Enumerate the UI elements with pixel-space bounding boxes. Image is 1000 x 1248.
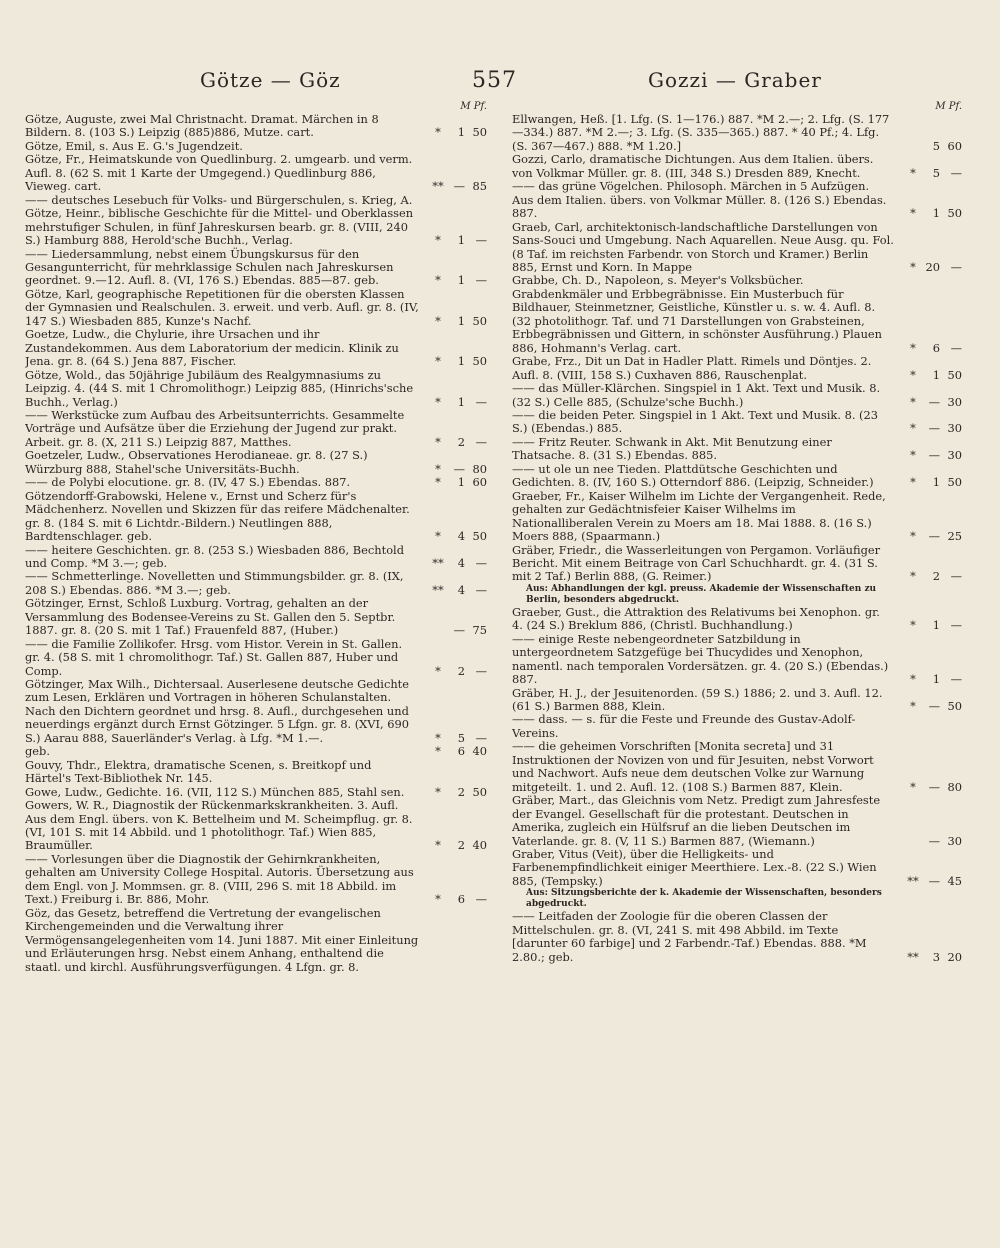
price-pfennig-amount: 50 bbox=[947, 367, 962, 382]
entry-price bbox=[421, 234, 487, 247]
bibliography-entry bbox=[25, 907, 487, 974]
price-mark: * bbox=[435, 233, 441, 248]
price-pfennig-amount: — bbox=[475, 434, 487, 449]
price-mark: * bbox=[435, 730, 441, 745]
entry-price bbox=[896, 449, 962, 462]
entry-text: Göz, das Gesetz, betreffend die Vertretung der evangelischen Kirchengemeinden und die Verwaltung ihrer Vermögensangelegenheiten vom 14. Juni 1887. Mit einer Einleitung und Erläuterungen hrsg. Nebst einem Anhang, enthaltend die staatl. und kirchl. Ausführungsverfügungen. 4 Lfgn. gr. 8. bbox=[25, 905, 419, 974]
bibliography-entry bbox=[25, 570, 487, 597]
entry-price bbox=[421, 665, 487, 678]
entry-text: Götze, Fr., Heimatskunde von Quedlinburg. 2. umgearb. und verm. Aufl. 8. (62 S. mit 1 Karte der Umgegend.) Quedlinburg 886, Vieweg. cart. bbox=[25, 152, 413, 194]
bibliography-entry bbox=[25, 759, 487, 786]
price-mark-amount: — bbox=[453, 461, 465, 476]
entry-price bbox=[421, 436, 487, 449]
price-mark: ** bbox=[432, 555, 444, 570]
price-mark-amount: — bbox=[453, 179, 465, 194]
bibliography-entry bbox=[512, 288, 962, 355]
price-pfennig-amount: 30 bbox=[947, 394, 962, 409]
entry-price bbox=[896, 369, 962, 382]
price-pfennig-amount: 50 bbox=[472, 529, 487, 544]
bibliography-entry bbox=[512, 153, 962, 180]
bibliography-entry bbox=[512, 382, 962, 409]
entry-price bbox=[421, 126, 487, 139]
price-pfennig-amount: — bbox=[475, 394, 487, 409]
entry-price bbox=[421, 355, 487, 368]
bibliography-entry bbox=[512, 221, 962, 275]
bibliography-entry bbox=[25, 544, 487, 571]
entry-text: Gowe, Ludw., Gedichte. 16. (VII, 112 S.) München 885, Stahl sen. bbox=[25, 784, 405, 799]
entry-price bbox=[421, 732, 487, 745]
price-pfennig-amount: — bbox=[950, 165, 962, 180]
entry-text: —— heitere Geschichten. gr. 8. (253 S.) Wiesbaden 886, Bechtold und Comp. *M 3.—; geb. bbox=[25, 542, 404, 570]
price-pfennig-amount: — bbox=[475, 555, 487, 570]
entry-price bbox=[896, 700, 962, 713]
price-mark-amount: 4 bbox=[457, 529, 465, 544]
price-mark: * bbox=[435, 273, 441, 288]
bibliography-entry bbox=[512, 713, 962, 740]
right-column bbox=[512, 100, 962, 1238]
price-mark-amount: 3 bbox=[932, 949, 940, 964]
price-mark-amount: 1 bbox=[457, 313, 465, 328]
price-mark: * bbox=[435, 663, 441, 678]
price-mark: * bbox=[435, 313, 441, 328]
entry-text: —— Schmetterlinge. Novelletten und Stimmungsbilder. gr. 8. (IX, 208 S.) Ebendas. 886. *M 3.—; geb. bbox=[25, 569, 404, 597]
price-mark-amount: 1 bbox=[932, 618, 940, 633]
entry-price bbox=[421, 893, 487, 906]
entry-price bbox=[421, 624, 487, 637]
price-pfennig-amount: 75 bbox=[472, 623, 487, 638]
price-mark: * bbox=[910, 421, 916, 436]
price-mark-amount: 2 bbox=[457, 784, 465, 799]
price-mark-amount: 2 bbox=[932, 569, 940, 584]
bibliography-entry bbox=[512, 409, 962, 436]
price-pfennig-amount: 25 bbox=[947, 529, 962, 544]
price-pfennig-amount: 80 bbox=[947, 779, 962, 794]
bibliography-entry bbox=[512, 910, 962, 964]
entry-price bbox=[896, 476, 962, 489]
entry-price bbox=[896, 422, 962, 435]
price-mark: * bbox=[910, 259, 916, 274]
price-mark: ** bbox=[907, 873, 919, 888]
entry-price bbox=[421, 584, 487, 597]
price-pfennig-amount: 40 bbox=[472, 838, 487, 853]
entry-price bbox=[421, 396, 487, 409]
price-mark-amount: — bbox=[928, 421, 940, 436]
entry-price bbox=[896, 342, 962, 355]
entry-price bbox=[421, 557, 487, 570]
entry-price bbox=[896, 261, 962, 274]
bibliography-entry bbox=[512, 633, 962, 687]
entry-price bbox=[421, 463, 487, 476]
price-pfennig-amount: — bbox=[475, 892, 487, 907]
entry-price bbox=[896, 951, 962, 964]
price-mark-amount: 1 bbox=[457, 354, 465, 369]
price-unit-label: M Pf. bbox=[460, 101, 487, 112]
entry-text: Graeb, Carl, architektonisch-landschaftliche Darstellungen von Sans-Souci und Umgebung. Nach Aquarellen. Neue Ausg. qu. Fol. (8 Taf. im reichsten Farbendr. von Storch und Kramer.) Berlin 885, Ernst und Korn. In Mappe bbox=[512, 219, 894, 274]
price-pfennig-amount: 60 bbox=[472, 475, 487, 490]
entry-price bbox=[421, 274, 487, 287]
price-mark: * bbox=[910, 206, 916, 221]
price-mark: * bbox=[435, 838, 441, 853]
bibliography-note bbox=[512, 584, 962, 606]
price-mark: * bbox=[910, 699, 916, 714]
entry-price bbox=[896, 835, 962, 848]
price-mark: * bbox=[910, 475, 916, 490]
bibliography-entry bbox=[512, 274, 962, 287]
price-unit-label: M Pf. bbox=[935, 101, 962, 112]
price-mark: * bbox=[910, 779, 916, 794]
price-mark-amount: 5 bbox=[932, 165, 940, 180]
bibliography-entry bbox=[25, 288, 487, 328]
entry-text: —— Leitfaden der Zoologie für die oberen Classen der Mittelschulen. gr. 8. (VI, 241 S. mit 498 Abbild. im Texte [darunter 60 farbige] und 2 Farbendr.-Taf.) Ebendas. 888. *M 2.80.; geb. bbox=[512, 909, 867, 964]
price-pfennig-amount: — bbox=[475, 233, 487, 248]
price-pfennig-amount: 40 bbox=[472, 744, 487, 759]
price-mark: * bbox=[910, 448, 916, 463]
bibliography-entry bbox=[512, 794, 962, 848]
entry-text: —— das grüne Vögelchen. Philosoph. Märchen in 5 Aufzügen. Aus dem Italien. übers. von Volkmar Müller. 8. (126 S.) Ebendas. 887. bbox=[512, 179, 887, 221]
bibliography-entry bbox=[512, 355, 962, 382]
price-mark-amount: 1 bbox=[932, 672, 940, 687]
entry-price bbox=[421, 786, 487, 799]
price-mark-amount: 1 bbox=[457, 475, 465, 490]
price-pfennig-amount: 60 bbox=[947, 138, 962, 153]
bibliography-entry bbox=[25, 745, 487, 758]
entry-price bbox=[421, 315, 487, 328]
price-mark-amount: — bbox=[928, 873, 940, 888]
price-mark: * bbox=[435, 892, 441, 907]
entry-text: Gräber, Mart., das Gleichnis vom Netz. Predigt zum Jahresfeste der Evangel. Gesellschaft für die protestant. Deutschen in Amerika, zugleich ein Hülfsruf an die lieben Deutschen im Vaterlande. gr. 8. (V, 11 S.) Barmen 887, (Wiemann.) bbox=[512, 793, 881, 848]
price-pfennig-amount: 50 bbox=[947, 699, 962, 714]
entry-text: —— die Familie Zollikofer. Hrsg. vom Histor. Verein in St. Gallen. gr. 4. (58 S. mit 1 chromolithogr. Taf.) St. Gallen 887, Huber und Comp. bbox=[25, 636, 403, 678]
price-mark: * bbox=[910, 569, 916, 584]
price-pfennig-amount: — bbox=[475, 273, 487, 288]
bibliography-entry bbox=[25, 153, 487, 193]
bibliography-entry bbox=[25, 476, 487, 489]
bibliography-entry bbox=[25, 638, 487, 678]
bibliography-entry bbox=[512, 606, 962, 633]
price-mark-amount: 6 bbox=[457, 744, 465, 759]
entry-text: Graeber, Fr., Kaiser Wilhelm im Lichte der Vergangenheit. Rede, gehalten zur Gedächtnisfeier Kaiser Wilhelms im Nationalliberalen Verein zu Moers am 18. Mai 1888. 8. (16 S.) Moers 888, (Spaarmann.) bbox=[512, 488, 886, 544]
entry-text: Grabe, Frz., Dit un Dat in Hadler Platt. Rimels und Döntjes. 2. Aufl. 8. (VIII, 158 S.) Cuxhaven 886, Rauschenplat. bbox=[512, 354, 872, 382]
price-pfennig-amount: 50 bbox=[472, 125, 487, 140]
entry-price bbox=[896, 673, 962, 686]
price-mark-amount: 1 bbox=[932, 475, 940, 490]
price-pfennig-amount: 50 bbox=[472, 784, 487, 799]
price-mark-amount: 1 bbox=[457, 125, 465, 140]
running-header bbox=[0, 68, 1000, 104]
price-pfennig-amount: 50 bbox=[472, 354, 487, 369]
price-mark: * bbox=[435, 744, 441, 759]
price-pfennig-amount: 50 bbox=[472, 313, 487, 328]
entry-text: Götzinger, Ernst, Schloß Luxburg. Vortrag, gehalten an der Versammlung des Bodensee-Vereins zu St. Gallen den 5. Septbr. 1887. gr. 8. (20 S. mit 1 Taf.) Frauenfeld 887, (Huber.) bbox=[25, 596, 396, 638]
price-pfennig-amount: 50 bbox=[947, 475, 962, 490]
price-mark: * bbox=[435, 125, 441, 140]
price-mark-amount: — bbox=[928, 529, 940, 544]
price-mark: * bbox=[435, 529, 441, 544]
price-mark-amount: 6 bbox=[457, 892, 465, 907]
entry-price bbox=[896, 570, 962, 583]
entry-text: —— die geheimen Vorschriften [Monita secreta] und 31 Instruktionen der Novizen von und für Jesuiten, nebst Vorwort und Nachwort. Aufs neue dem deutschen Volke zur Warnung mitgeteilt. 1. und 2. Aufl. 12. (108 S.) Barmen 887, Klein. bbox=[512, 739, 874, 794]
price-mark-amount: 2 bbox=[457, 434, 465, 449]
entry-text: —— ut ole un nee Tieden. Plattdütsche Geschichten und Gedichten. 8. (IV, 160 S.) Otterndorf 886. (Leipzig, Schneider.) bbox=[512, 461, 874, 490]
entry-text: —— die beiden Peter. Singspiel in 1 Akt. Text und Musik. 8. (23 S.) (Ebendas.) 885. bbox=[512, 407, 878, 436]
bibliography-entry bbox=[512, 180, 962, 220]
entry-text: —— Vorlesungen über die Diagnostik der Gehirnkrankheiten, gehalten am University College Hospital. Autoris. Übersetzung aus dem Engl. von J. Mommsen. gr. 8. (VIII, 296 S. mit 18 Abbild. im Text.) Freiburg i. Br. 886, Mohr. bbox=[25, 851, 414, 907]
entry-text: —— Fritz Reuter. Schwank in Akt. Mit Benutzung einer Thatsache. 8. (31 S.) Ebendas. 885. bbox=[512, 434, 832, 463]
price-mark-amount: — bbox=[453, 623, 465, 638]
price-mark-amount: — bbox=[928, 833, 940, 848]
bibliography-entry bbox=[25, 207, 487, 247]
bibliography-entry bbox=[25, 786, 487, 799]
bibliography-entry bbox=[25, 853, 487, 907]
price-mark: ** bbox=[907, 949, 919, 964]
bibliography-entry bbox=[512, 544, 962, 584]
price-mark: ** bbox=[432, 582, 444, 597]
bibliography-entry bbox=[512, 436, 962, 463]
entry-text: Graber, Vitus (Veit), über die Helligkeits- und Farbenempfindlichkeit einiger Meerthiere. Lex.-8. (22 S.) Wien 885, (Tempsky.) bbox=[512, 847, 877, 888]
price-mark: * bbox=[910, 394, 916, 409]
price-mark: * bbox=[910, 529, 916, 544]
price-mark-amount: 1 bbox=[932, 367, 940, 382]
bibliography-entry bbox=[512, 848, 962, 888]
entry-price bbox=[421, 839, 487, 852]
price-pfennig-amount: 30 bbox=[947, 833, 962, 848]
price-mark: * bbox=[435, 354, 441, 369]
bibliography-entry bbox=[25, 597, 487, 637]
entry-text: Götze, Heinr., biblische Geschichte für die Mittel- und Oberklassen mehrstufiger Schulen, in fünf Jahreskursen bearb. gr. 8. (VIII, 240 S.) Hamburg 888, Herold'sche Buchh., Verlag. bbox=[25, 206, 414, 248]
entry-text: Grabbe, Ch. D., Napoleon, s. Meyer's Volksbücher. bbox=[512, 273, 804, 288]
price-mark-amount: — bbox=[928, 779, 940, 794]
price-pfennig-amount: — bbox=[950, 569, 962, 584]
bibliography-entry bbox=[25, 113, 487, 140]
entry-price bbox=[421, 180, 487, 193]
entry-price bbox=[896, 530, 962, 543]
bibliography-entry bbox=[25, 678, 487, 745]
price-pfennig-amount: — bbox=[950, 259, 962, 274]
price-mark: ** bbox=[432, 179, 444, 194]
price-pfennig-amount: 50 bbox=[947, 206, 962, 221]
price-mark: * bbox=[435, 434, 441, 449]
entry-text: Goetzeler, Ludw., Observationes Herodianeae. gr. 8. (27 S.) Würzburg 888, Stahel'sche Universitäts-Buchh. bbox=[25, 448, 368, 476]
bibliography-entry bbox=[25, 328, 487, 368]
entry-text: Götze, Auguste, zwei Mal Christnacht. Dramat. Märchen in 8 Bildern. 8. (103 S.) Leipzig (885)886, Mutze. cart. bbox=[25, 112, 379, 140]
entry-text: Götze, Wold., das 50jährige Jubiläum des Realgymnasiums zu Leipzig. 4. (44 S. mit 1 Chromolithogr.) Leipzig 885, (Hinrichs'sche Buchh., Verlag.) bbox=[25, 367, 414, 409]
entry-text: Aus: Abhandlungen der kgl. preuss. Akademie der Wissenschaften zu Berlin, besonders abgedruckt. bbox=[526, 583, 877, 605]
price-mark-amount: 20 bbox=[925, 259, 940, 274]
entry-price bbox=[421, 530, 487, 543]
price-pfennig-amount: — bbox=[950, 672, 962, 687]
entry-price bbox=[421, 476, 487, 489]
entry-text: Aus: Sitzungsberichte der k. Akademie der Wissenschaften, besonders abgedruckt. bbox=[526, 888, 882, 910]
entry-price bbox=[896, 875, 962, 888]
entry-text: Graeber, Gust., die Attraktion des Relativums bei Xenophon. gr. 4. (24 S.) Breklum 886, (Christl. Buchhandlung.) bbox=[512, 604, 880, 633]
price-mark-amount: — bbox=[928, 699, 940, 714]
entry-price bbox=[896, 167, 962, 180]
entry-price bbox=[896, 140, 962, 153]
entry-text: —— einige Reste nebengeordneter Satzbildung in untergeordnetem Satzgefüge bei Thucydides und Xenophon, namentl. nach temporalen Vordersätzen. gr. 4. (20 S.) (Ebendas.) 887. bbox=[512, 631, 889, 687]
entry-text: —— deutsches Lesebuch für Volks- und Bürgerschulen, s. Krieg, A. bbox=[25, 192, 413, 207]
price-pfennig-amount: 45 bbox=[947, 873, 962, 888]
price-mark: * bbox=[910, 672, 916, 687]
bibliography-entry bbox=[25, 409, 487, 449]
entry-text: —— das Müller-Klärchen. Singspiel in 1 Akt. Text und Musik. 8. (32 S.) Celle 885, (Schulze'sche Buchh.) bbox=[512, 381, 881, 409]
entry-text: Gräber, H. J., der Jesuitenorden. (59 S.) 1886; 2. und 3. Aufl. 12. (61 S.) Barmen 888, Klein. bbox=[512, 685, 883, 714]
entry-text: Grabdenkmäler und Erbbegräbnisse. Ein Musterbuch für Bildhauer, Steinmetzner, Geistliche, Künstler u. s. w. 4. Aufl. 8. (32 photolithogr. Taf. und 71 Darstellungen von Grabsteinen, Erbbegräbnissen und Gittern, in schönster Ausführung.) Plauen 886, Hohmann's Verlag. cart. bbox=[512, 286, 883, 355]
bibliography-entry bbox=[25, 194, 487, 207]
price-pfennig-amount: 20 bbox=[947, 949, 962, 964]
price-mark: * bbox=[435, 394, 441, 409]
price-pfennig-amount: 30 bbox=[947, 448, 962, 463]
price-mark-amount: 1 bbox=[932, 206, 940, 221]
bibliography-entry bbox=[512, 113, 962, 153]
price-mark-amount: 5 bbox=[932, 138, 940, 153]
price-pfennig-amount: — bbox=[475, 582, 487, 597]
page-number: 557 bbox=[472, 68, 517, 93]
header-right-catchword: Gozzi — Graber bbox=[648, 68, 822, 92]
price-mark: * bbox=[910, 618, 916, 633]
entry-price bbox=[421, 745, 487, 758]
entry-text: Götzendorff-Grabowski, Helene v., Ernst und Scherz für's Mädchenherz. Novellen und Skizzen für das reifere Mädchenalter. gr. 8. (184 S. mit 6 Lichtdr.-Bildern.) Neutlingen 888, Bardtenschlager. geb. bbox=[25, 488, 410, 544]
bibliography-entry bbox=[512, 463, 962, 490]
price-pfennig-amount: — bbox=[950, 340, 962, 355]
entry-price bbox=[896, 207, 962, 220]
entry-text: Gowers, W. R., Diagnostik der Rückenmarkskrankheiten. 3. Aufl. Aus dem Engl. übers. von K. Bettelheim und M. Scheimpflug. gr. 8. (VI, 101 S. mit 14 Abbild. und 1 photolithogr. Taf.) Wien 885, Braumüller. bbox=[25, 798, 413, 853]
price-mark-amount: 4 bbox=[457, 555, 465, 570]
price-mark-amount: 1 bbox=[457, 394, 465, 409]
header-left-catchword: Götze — Göz bbox=[200, 68, 341, 92]
price-pfennig-amount: — bbox=[950, 618, 962, 633]
price-mark-amount: — bbox=[928, 448, 940, 463]
price-pfennig-amount: — bbox=[475, 730, 487, 745]
price-mark-amount: 5 bbox=[457, 730, 465, 745]
price-mark-amount: 1 bbox=[457, 233, 465, 248]
bibliography-entry bbox=[25, 449, 487, 476]
entry-price bbox=[896, 619, 962, 632]
entry-text: geb. bbox=[25, 744, 50, 759]
bibliography-entry bbox=[512, 490, 962, 544]
bibliography-entry bbox=[25, 140, 487, 153]
price-mark-amount: — bbox=[928, 394, 940, 409]
entry-text: Gouvy, Thdr., Elektra, dramatische Scenen, s. Breitkopf und Härtel's Text-Bibliothek Nr. 145. bbox=[25, 757, 372, 786]
entry-text: —— Werkstücke zum Aufbau des Arbeitsunterrichts. Gesammelte Vorträge und Aufsätze über die Erziehung der Jugend zur prakt. Arbeit. gr. 8. (X, 211 S.) Leipzig 887, Matthes. bbox=[25, 407, 405, 449]
entry-text: —— dass. — s. für die Feste und Freunde des Gustav-Adolf-Vereins. bbox=[512, 712, 856, 740]
entry-text: Gräber, Friedr., die Wasserleitungen von Pergamon. Vorläufiger Bericht. Mit einem Beitrage von Carl Schuchhardt. gr. 4. (31 S. mit 2 Taf.) Berlin 888, (G. Reimer.) bbox=[512, 542, 881, 584]
entry-text: —— de Polybi elocutione. gr. 8. (IV, 47 S.) Ebendas. 887. bbox=[25, 475, 351, 490]
price-pfennig-amount: 85 bbox=[472, 179, 487, 194]
left-column bbox=[25, 100, 487, 1238]
price-mark: * bbox=[435, 461, 441, 476]
price-mark: * bbox=[435, 475, 441, 490]
entry-text: Gozzi, Carlo, dramatische Dichtungen. Aus dem Italien. übers. von Volkmar Müller. gr. 8. (III, 348 S.) Dresden 889, Knecht. bbox=[512, 152, 874, 180]
price-mark-amount: 4 bbox=[457, 582, 465, 597]
price-mark-amount: 1 bbox=[457, 273, 465, 288]
price-pfennig-amount: 80 bbox=[472, 461, 487, 476]
entry-price bbox=[896, 396, 962, 409]
bibliography-entry bbox=[25, 369, 487, 409]
price-pfennig-amount: — bbox=[475, 663, 487, 678]
price-mark: * bbox=[435, 784, 441, 799]
entry-text: Goetze, Ludw., die Chylurie, ihre Ursachen und ihr Zustandekommen. Aus dem Laboratorium der medicin. Klinik zu Jena. gr. 8. (64 S.) Jena 887, Fischer. bbox=[25, 327, 399, 369]
entry-text: Götze, Karl, geographische Repetitionen für die obersten Klassen der Gymnasien und Realschulen. 3. erweit. und verb. Aufl. gr. 8. (IV, 147 S.) Wiesbaden 885, Kunze's Nachf. bbox=[25, 286, 419, 328]
price-mark-amount: 2 bbox=[457, 838, 465, 853]
bibliography-entry bbox=[25, 248, 487, 288]
entry-text: —— Liedersammlung, nebst einem Übungskursus für den Gesangunterricht, für mehrklassige Schulen nach Jahreskursen geordnet. 9.—12. Aufl. 8. (VI, 176 S.) Ebendas. 885—87. geb. bbox=[25, 246, 394, 288]
price-mark: * bbox=[910, 340, 916, 355]
entry-price bbox=[896, 781, 962, 794]
entry-text: Götzinger, Max Wilh., Dichtersaal. Auserlesene deutsche Gedichte zum Lesen, Erklären und Vortragen in höheren Schulanstalten. Nach den Dichtern geordnet und hrsg. 8. Aufl., durchgesehen und neuerdings ergänzt durch Ernst Götzinger. 5 Lfgn. gr. 8. (XVI, 690 S.) Aarau 888, Sauerländer's Verlag. à Lfg. *M 1.—. bbox=[25, 677, 409, 745]
price-mark: * bbox=[910, 367, 916, 382]
bibliography-entry bbox=[25, 799, 487, 853]
price-mark-amount: 6 bbox=[932, 340, 940, 355]
price-mark-amount: 2 bbox=[457, 663, 465, 678]
entry-text: Ellwangen, Heß. [1. Lfg. (S. 1—176.) 887. *M 2.—; 2. Lfg. (S. 177—334.) 887. *M 2.—; 3. Lfg. (S. 335—365.) 887. * 40 Pf.; 4. Lfg. (S. 367—467.) 888. *M 1.20.] bbox=[512, 112, 890, 153]
bibliography-note bbox=[512, 888, 962, 910]
price-mark: * bbox=[910, 165, 916, 180]
entry-text: Götze, Emil, s. Aus E. G.'s Jugendzeit. bbox=[25, 138, 243, 153]
bibliography-entry bbox=[512, 687, 962, 714]
price-pfennig-amount: 30 bbox=[947, 421, 962, 436]
bibliography-entry bbox=[25, 490, 487, 544]
bibliography-entry bbox=[512, 740, 962, 794]
